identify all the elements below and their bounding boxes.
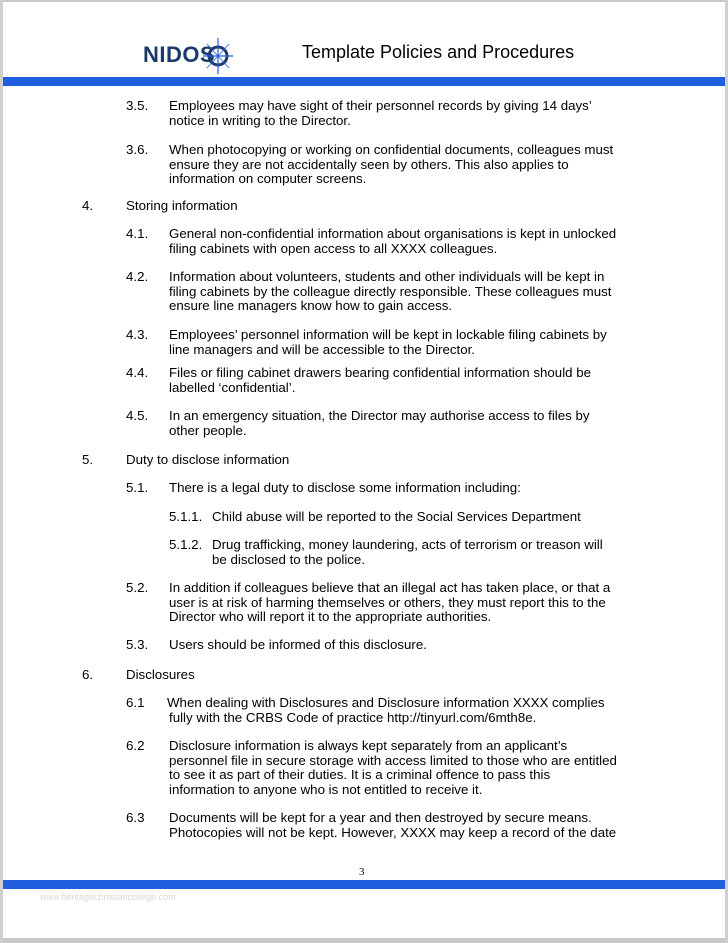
clause-number: 5.1.1. xyxy=(169,509,203,524)
nidos-logo xyxy=(143,36,253,76)
clause-text-line: When photocopying or working on confidential documents, colleagues must xyxy=(169,142,614,157)
clause-text-line: be disclosed to the police. xyxy=(212,551,366,567)
clause-text-line: Files or filing cabinet drawers bearing confidential information should be xyxy=(169,365,592,380)
clause-text-line: Information about volunteers, students and other individuals will be kept in xyxy=(169,269,605,284)
clause-text-line: notice in writing to the Director. xyxy=(169,112,351,128)
clause-text-line: Drug trafficking, money laundering, acts of terrorism or treason will xyxy=(212,537,603,552)
clause-text-line: filing cabinets with open access to all XXXX colleagues. xyxy=(169,240,498,256)
clause-number: 4.4. xyxy=(126,365,149,380)
clause-number: 4.3. xyxy=(126,327,149,342)
clause-text-line: In an emergency situation, the Director may authorise access to files by xyxy=(169,408,590,423)
page-frame-left xyxy=(0,0,3,943)
clause-text-line: Child abuse will be reported to the Social Services Department xyxy=(212,509,581,524)
page-number: 3 xyxy=(359,866,365,878)
clause-number: 4.5. xyxy=(126,408,149,423)
section-number: 6. xyxy=(82,667,94,682)
clause-number: 5.1.2. xyxy=(169,537,203,552)
clause-number: 5.1. xyxy=(126,480,149,495)
clause-text-line: filing cabinets by the colleague directly responsible. These colleagues must xyxy=(169,283,612,299)
clause-text-line: Documents will be kept for a year and then destroyed by secure means. xyxy=(169,810,592,825)
section-number: 5. xyxy=(82,452,94,467)
clause-number: 4.1. xyxy=(126,226,149,241)
footer-blue-bar xyxy=(3,880,725,889)
clause-text-line: line managers and will be accessible to the Director. xyxy=(169,341,475,357)
clause-text-line: other people. xyxy=(169,422,247,438)
clause-text-line: to see it as part of their duties. It is a criminal offence to pass this xyxy=(169,767,551,782)
clause-text-line: labelled ‘confidential’. xyxy=(169,379,296,395)
section-title: Disclosures xyxy=(126,667,195,682)
document-title: Template Policies and Procedures xyxy=(302,42,575,62)
clause-number: 3.6. xyxy=(126,142,149,157)
clause-number: 4.2. xyxy=(126,269,149,284)
clause-text-line: Disclosure information is always kept separately from an applicant’s xyxy=(169,738,568,753)
clause-text-line: information to anyone who is not entitled to receive it. xyxy=(169,781,483,797)
section-number: 4. xyxy=(82,198,94,213)
watermark: www.heritagechristiancollege.com xyxy=(40,892,176,902)
clause-text-line: When dealing with Disclosures and Disclosure information XXXX complies xyxy=(167,695,605,710)
section-title: Duty to disclose information xyxy=(126,452,290,467)
clause-number: 5.2. xyxy=(126,580,149,595)
page-frame-top xyxy=(0,0,728,2)
clause-number: 5.3. xyxy=(126,637,149,652)
clause-text-line: fully with the CRBS Code of practice http://tinyurl.com/6mth8e. xyxy=(169,709,537,725)
clause-text-line: Employees may have sight of their personnel records by giving 14 days’ xyxy=(169,98,592,113)
clause-text-line: Users should be informed of this disclosure. xyxy=(169,637,427,652)
clause-text-line: In addition if colleagues believe that an illegal act has taken place, or that a xyxy=(169,580,611,595)
clause-text-line: Photocopies will not be kept. However, XXXX may keep a record of the date xyxy=(169,824,617,840)
clause-number: 6.1 xyxy=(126,695,145,710)
clause-text-line: General non-confidential information about organisations is kept in unlocked xyxy=(169,226,617,241)
page-frame-bottom xyxy=(0,938,728,943)
logo-star-icon xyxy=(201,36,235,76)
clause-text-line: ensure line managers know how to gain access. xyxy=(169,298,453,313)
clause-text-line: user is at risk of harming themselves or others, they must report this to the xyxy=(169,594,606,610)
clause-text-line: personnel file in secure storage with access limited to those who are entitled xyxy=(169,752,617,768)
clause-number: 3.5. xyxy=(126,98,149,113)
clause-text-line: ensure they are not accidentally seen by others. This also applies to xyxy=(169,156,569,172)
clause-number: 6.2 xyxy=(126,738,145,753)
header-blue-bar xyxy=(3,77,725,86)
section-title: Storing information xyxy=(126,198,238,213)
logo-text: NIDOS xyxy=(143,42,216,67)
clause-text-line: Employees’ personnel information will be kept in lockable filing cabinets by xyxy=(169,327,607,342)
clause-number: 6.3 xyxy=(126,810,145,825)
clause-text-line: Director who will report it to the appropriate authorities. xyxy=(169,609,492,624)
clause-text-line: There is a legal duty to disclose some information including: xyxy=(169,480,521,495)
clause-text-line: information on computer screens. xyxy=(169,171,367,186)
